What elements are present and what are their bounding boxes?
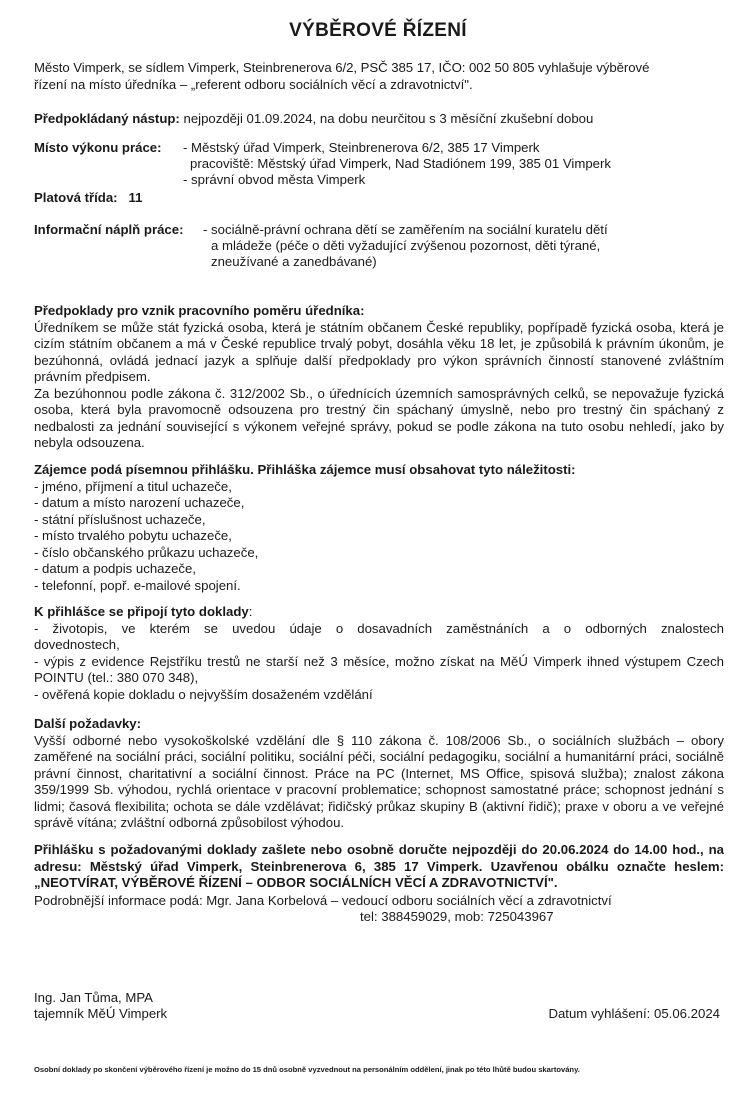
signatory-role: tajemník MěÚ Vimperk bbox=[34, 1006, 168, 1021]
submission-instructions: Přihlášku s požadovanými doklady zašlete nebo osobně doručte nejpozději do 20.06.2024 do 14.00 hod., na adresu: Městský úřad Vimperk, Steinbrenerova 6, 385 17 Vimperk. Uzavřenou obálku označte heslem: „NEOTVÍRAT, VÝBĚROVÉ ŘÍZENÍ – ODBOR SOCIÁLNÍCH VĚCÍ A ZDRAVOTNICTVÍ". bbox=[34, 842, 724, 890]
documents-item: - ověřená kopie dokladu o nejvyšším dosaženém vzdělání bbox=[34, 686, 373, 702]
documents-item: - životopis, ve kterém se uvedou údaje o dosavadních zaměstnáních a o odborných znalostech dovednostech, bbox=[34, 620, 724, 652]
start-date-value: nejpozději 01.09.2024, na dobu neurčitou s 3 měsíční zkušební dobou bbox=[179, 111, 594, 126]
application-heading: Zájemce podá písemnou přihlášku. Přihláška zájemce musí obsahovat tyto náležitosti: bbox=[34, 462, 576, 477]
application-item: - státní příslušnost uchazeče, bbox=[34, 511, 206, 527]
workplace-label bbox=[34, 140, 162, 157]
application-item: - telefonní, popř. e-mailové spojení. bbox=[34, 577, 241, 593]
additional-requirements-section bbox=[34, 716, 724, 832]
salary-class-value: 11 bbox=[128, 190, 143, 205]
additional-requirements-text: Vyšší odborné nebo vysokoškolské vzdělání dle § 110 zákona č. 108/2006 Sb., o sociálních službách – obory zaměřené na sociální práci, sociální politiku, sociální péči, sociální pedagogiku, sociální a humanitární práci, sociálně právní činnost, charitativní a sociální činnost. Práce na PC (Internet, MS Office, spisová služba); znalost zákona 359/1999 Sb. výhodou, rychlá orientace v pracovní problematice; schopnost samostatné práce; schopnost jednání s lidmi; časová flexibilita; ochota se dále vzdělávat; řidičský průkaz skupiny B (aktivní řidič); praxe v oboru a ve veřejné správě vítána; zvláštní odborná způsobilost výhodou. bbox=[34, 732, 724, 830]
workplace-line: - Městský úřad Vimperk, Steinbrenerova 6/2, 385 17 Vimperk bbox=[183, 140, 540, 155]
application-item: - číslo občanského průkazu uchazeče, bbox=[34, 544, 259, 560]
job-description-line: zneužívané a zanedbávané) bbox=[211, 254, 377, 269]
application-item: - datum a místo narození uchazeče, bbox=[34, 495, 245, 510]
workplace-line: pracoviště: Městský úřad Vimperk, Nad Stadiónem 199, 385 01 Vimperk bbox=[190, 156, 611, 171]
requirements-heading: Předpoklady pro vznik pracovního poměru úředníka: bbox=[34, 303, 365, 318]
start-date-label: Předpokládaný nástup: bbox=[34, 111, 180, 126]
requirements-paragraph: Za bezúhonnou podle zákona č. 312/2002 Sb., o úřednících územních samosprávných celků, se nepovažuje fyzická osoba, která byla pravomocně odsouzena pro trestný čin spáchaný úmyslně, nebo pro trestný čin spáchaný z nedbalosti za jednání související s výkonem veřejné správy, pokud se podle zákona na tuto osobu nehledí, jako by nebyla odsouzena. bbox=[34, 385, 724, 450]
contact-phone: tel: 388459029, mob: 725043967 bbox=[360, 909, 554, 924]
documents-heading bbox=[34, 604, 724, 621]
page-title: VÝBĚROVÉ ŘÍZENÍ bbox=[289, 20, 467, 41]
job-description-label: Informační náplň práce: bbox=[34, 222, 184, 237]
announcement-date: Datum vyhlášení: 05.06.2024 bbox=[548, 1006, 720, 1021]
application-item: - jméno, příjmení a titul uchazeče, bbox=[34, 478, 232, 494]
intro-line: Město Vimperk, se sídlem Vimperk, Steinbrenerova 6/2, PSČ 385 17, IČO: 002 50 805 vyhlašuje výběrové bbox=[34, 60, 650, 75]
intro-line: řízení na místo úředníka – „referent odboru sociálních věcí a zdravotnictví". bbox=[34, 76, 473, 92]
requirements-section bbox=[34, 303, 724, 452]
intro-paragraph bbox=[34, 60, 724, 93]
documents-heading-text: K přihlášce se připojí tyto doklady bbox=[34, 604, 249, 619]
salary-class-label: Platová třída: bbox=[34, 190, 118, 205]
application-item: - místo trvalého pobytu uchazeče, bbox=[34, 528, 232, 543]
footer-note: Osobní doklady po skončení výběrového řízení je možno do 15 dnů osobně vyzvednout na personálním oddělení, jinak po této lhůtě budou skartovány. bbox=[34, 1065, 580, 1074]
application-item: - datum a podpis uchazeče, bbox=[34, 561, 197, 576]
workplace-label-text: Místo výkonu práce: bbox=[34, 140, 162, 155]
salary-class bbox=[34, 190, 143, 207]
requirements-paragraph: Úředníkem se může stát fyzická osoba, která je státním občanem České republiky, popřípadě fyzická osoba, která je cizím státním občanem a má v České republice trvalý pobyt, dosáhla věku 18 let, je způsobilá k právním úkonům, je bezúhonná, ovládá jednací jazyk a splňuje další předpoklady pro výkon správních činností stanovené zvláštním právním předpisem. bbox=[34, 319, 724, 384]
additional-requirements-heading: Další požadavky: bbox=[34, 716, 142, 731]
workplace-line: - správní obvod města Vimperk bbox=[183, 172, 366, 187]
job-description-line: a mládeže (péče o děti vyžadující zvýšenou pozornost, děti týrané, bbox=[211, 238, 601, 253]
documents-heading-colon: : bbox=[248, 604, 253, 619]
start-date bbox=[34, 111, 724, 128]
contact-line: Podrobnější informace podá: Mgr. Jana Korbelová – vedoucí odboru sociálních věcí a zdravotnictví bbox=[34, 893, 612, 908]
documents-item: - výpis z evidence Rejstříku trestů ne starší než 3 měsíce, možno získat na MěÚ Vimperk ihned výstupem Czech POINTU (tel.: 380 070 348), bbox=[34, 653, 724, 685]
job-description-line: - sociálně-právní ochrana dětí se zaměřením na sociální kuratelu dětí bbox=[203, 222, 608, 237]
application-section bbox=[34, 462, 724, 594]
documents-section bbox=[34, 604, 724, 703]
signatory-name: Ing. Jan Tůma, MPA bbox=[34, 990, 153, 1005]
